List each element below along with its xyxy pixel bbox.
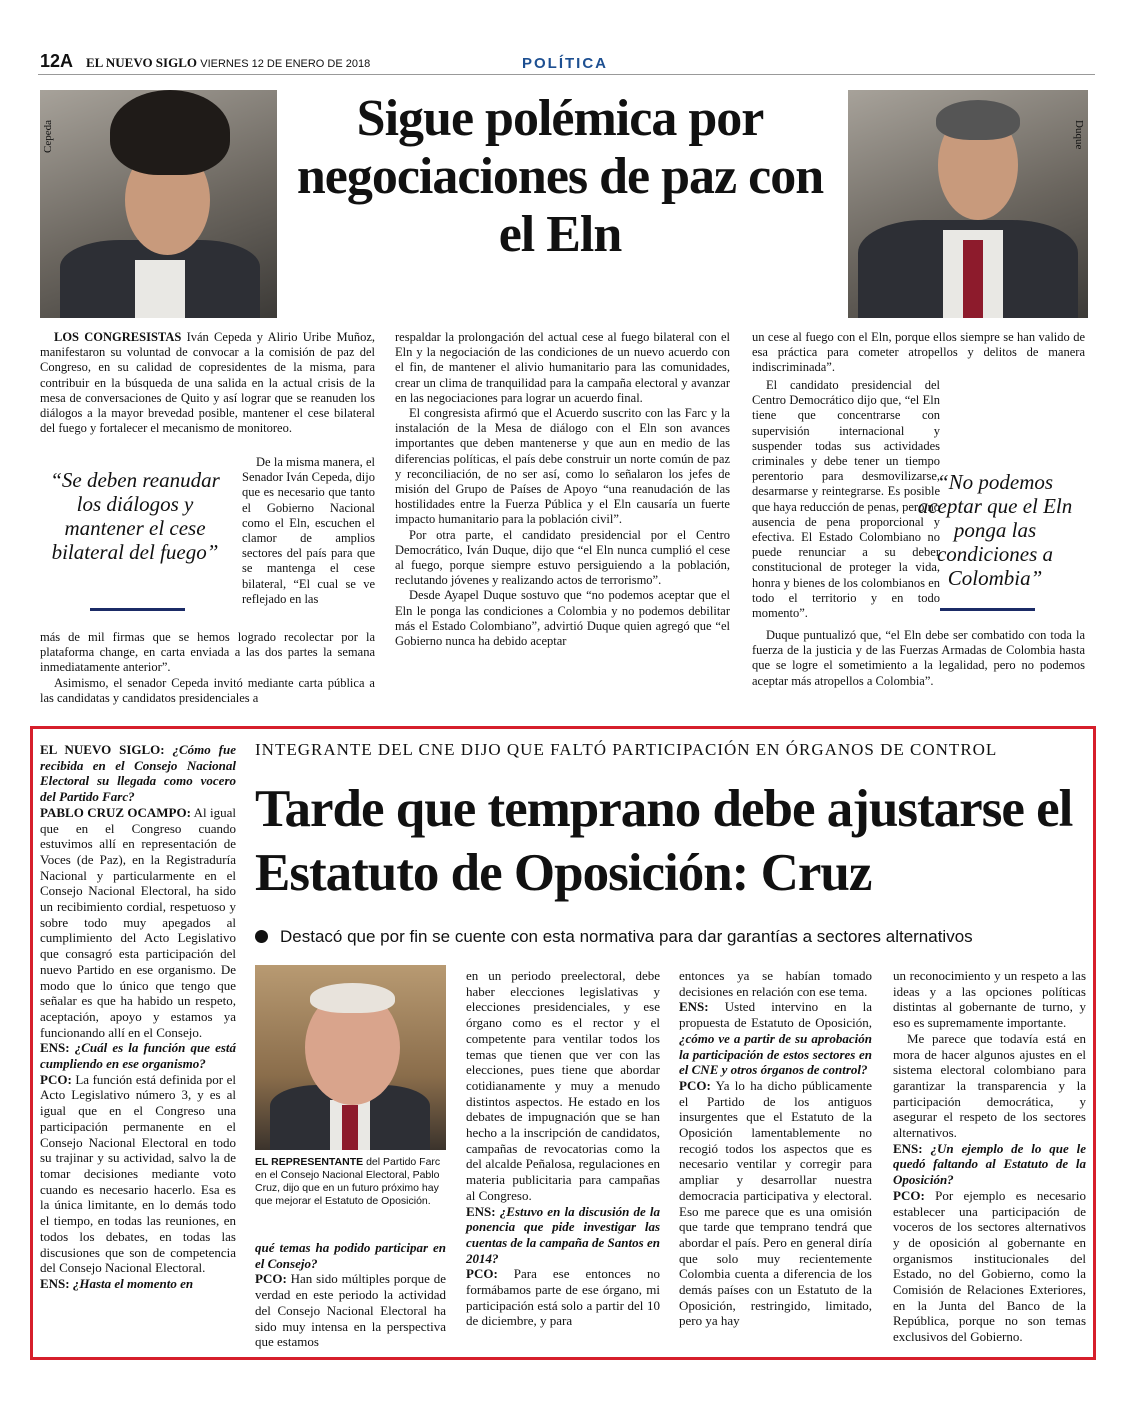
story1-col3-bottom: [752, 628, 1085, 689]
answer: Para ese entonces no formábamos parte de ese órgano, mi participación está solo a partir del 10 de diciembre, y para: [466, 1266, 660, 1329]
masthead-divider: [38, 74, 1095, 75]
story1-paragraph: El congresista afirmó que el Acuerdo suscrito con las Farc y la instalación de la Mesa de diálogo con el Eln son avances importantes que deben mantenerse y que aun en medio de las diferencias políticas, el país debe construir un norte común de paz y reconciliación, de no ser así, como lo señalaron los jefes de misión del Grupo de Países de Apoyo “una reanudación de las hostilidades entre la Fuerza Pública y el Eln causaría un fuerte impacto humanitario para la población civil”.: [395, 406, 730, 527]
interview-col3: [466, 968, 660, 1329]
story1-paragraph: Iván Cepeda y Alirio Uribe Muñoz, manifestaron su voluntad de convocar a la comisión de paz del Congreso, en su calidad de copresidentes de la misma, para contribuir en la búsqueda de una salida en la actual crisis de la mesa de conversaciones de Quito y así lograr que se reanuden los diálogos a la mayor brevedad posible, mantener el cese bilateral del fuego y fortalecer el mecanismo de monitoreo.: [40, 330, 376, 436]
question: ¿cómo ve a partir de su aprobación la participación de estos sectores en el CNE y otros órganos de control?: [679, 1030, 872, 1078]
story1-col2: [395, 330, 730, 649]
story1-col1-bottom: [40, 630, 375, 706]
headline-story2: Tarde que temprano debe ajustarse el Estatuto de Oposición: Cruz: [255, 780, 1073, 902]
speaker-label: PCO:: [679, 1077, 711, 1093]
story1-col1-mid: [242, 455, 375, 607]
story1-paragraph: más de mil firmas que se hemos logrado recolectar por la plataforma change, en carta enviada a las dos partes la semana inmediatamente anterior”.: [40, 630, 375, 675]
pull-quote-left: “Se deben reanudar los diálogos y mantener el cese bilateral del fuego”: [50, 468, 220, 564]
story1-paragraph: Desde Ayapel Duque sostuvo que “no podemos aceptar que el Eln le ponga las condiciones a Colombia y no podemos debilitar más el Estado Colombiano”, advirtió Duque quien agregó que “el Gobierno nunca ha debido aceptar: [395, 588, 730, 649]
question: ¿Cómo fue recibida en el Consejo Nacional Electoral su llegada como vocero del Partido Farc?: [40, 742, 236, 805]
kicker: INTEGRANTE DEL CNE DIJO QUE FALTÓ PARTICIPACIÓN EN ÓRGANOS DE CONTROL: [255, 740, 998, 759]
issue-date: VIERNES 12 DE ENERO DE 2018: [200, 58, 371, 70]
story1-paragraph: un cese al fuego con el Eln, porque ellos siempre se han valido de esa práctica para cometer atropellos y delitos de manera indiscriminada”.: [752, 330, 1085, 375]
answer: Me parece que todavía está en mora de hacer algunos ajustes en el sistema electoral colombiano para garantizar la transparencia y la participación democrática, y asegurar el respeto de los sectores alternativos.: [893, 1030, 1086, 1141]
cepeda-photo-caption: Cepeda: [42, 120, 54, 153]
bullet-icon: [255, 930, 268, 943]
speaker-label: ENS:: [40, 1040, 70, 1056]
speaker-label: PCO:: [466, 1266, 498, 1282]
cruz-photo: [255, 965, 446, 1150]
speaker-label: PCO:: [893, 1187, 925, 1203]
question: qué temas ha podido participar en el Consejo?: [255, 1240, 446, 1271]
speaker-label: ENS:: [40, 1275, 70, 1291]
paper-name: EL NUEVO SIGLO: [86, 55, 197, 70]
pull-quote-right: “No podemos aceptar que el Eln ponga las condiciones a Colombia”: [917, 470, 1073, 590]
question-intro: Usted intervino en la propuesta de Estatuto de Oposición,: [679, 999, 873, 1031]
speaker-label: PCO:: [40, 1071, 72, 1087]
answer: Han sido múltiples porque de verdad en este periodo la actividad del Consejo Nacional Electoral ha sido muy intensa en la perspectiva que estamos: [255, 1271, 446, 1350]
answer: un reconocimiento y un respeto a las ideas y a las opciones políticas distintas al gobernante de turno, y eso es supremamente importante.: [893, 968, 1086, 1031]
speaker-label: ENS:: [466, 1203, 496, 1219]
answer: en un periodo preelectoral, debe haber elecciones legislativas y elecciones presidenciales, y ese órgano como es el rector y el competente para ventilar todos los temas que tienen que ver con las elecciones, pues tiene que abordar cotidianamente y muy a menudo distintos aspectos. He estado en los debates de impugnación que se han hecho a la inscripción de candidatos, campañas de revocatorias como la del alcalde Peñalosa, regulaciones en materia publicitaria para campañas al Congreso.: [466, 968, 660, 1203]
question: ¿Hasta el momento en: [72, 1275, 194, 1291]
pull-quote-rule: [90, 608, 185, 611]
speaker-label: ENS:: [679, 999, 709, 1015]
masthead: [86, 55, 370, 71]
story1-paragraph: respaldar la prolongación del actual cese al fuego bilateral con el Eln y la negociación de las condiciones de un nuevo acuerdo con el fin, de mantener el alivio humanitario para las comunidades, crear un clima de tranquilidad para la campaña electoral y avanzar en las negociaciones para lograr un acuerdo final.: [395, 330, 730, 405]
lead-in: LOS CONGRESISTAS: [54, 330, 182, 344]
story1-paragraph: Por otra parte, el candidato presidencial por el Centro Democrático, Iván Duque, dijo que “el Eln nunca cumplió el cese al fuego, porque siempre estuvo persiguiendo a la población, reclutando jóvenes y realizando actos de terrorismo”.: [395, 527, 730, 588]
story1-paragraph: El candidato presidencial del Centro Democrático dijo que, “el Eln tiene que concentrarse con supervisión internacional y suspender todas sus actividades criminales y debe tener un tiempo perentorio para desmovilizarse, desarmarse y reintegrarse. Es posible que haya reducción de penas, pero no ausencia de pena proporcional y efectiva. El Estado Colombiano no puede renunciar a su deber constitucional de proteger la vida, honra y bienes de los colombianos en todo el territorio y en todo momento”.: [752, 378, 940, 621]
question: ¿Un ejemplo de lo que le quedó faltando al Estatuto de la Oposición?: [893, 1140, 1086, 1188]
interview-col1: [40, 742, 236, 1292]
section-label: POLÍTICA: [522, 55, 608, 72]
cepeda-photo: [40, 90, 277, 318]
page-number: 12A: [40, 51, 74, 71]
duque-photo: [848, 90, 1088, 318]
story1-col3-top: [752, 330, 1085, 376]
question: ¿Estuvo en la discusión de la ponencia que pide investigar las cuentas de la campaña de Santos en 2014?: [466, 1203, 660, 1266]
speaker-label: PABLO CRUZ OCAMPO:: [40, 804, 191, 820]
interview-col2: [255, 1240, 446, 1350]
interview-col4: [679, 968, 872, 1329]
speaker-label: PCO:: [255, 1271, 287, 1287]
answer: Por ejemplo es necesario establecer una participación de voceros de los sectores alternativos y de oposición al gobernante en organismos institucionales del Estado, no del Gobierno, como la Comisión de Relaciones Exteriores, en la Junta del Banco de la República, porque no son temas exclusivos del Gobierno.: [893, 1187, 1086, 1345]
story1-col1-top: [40, 330, 375, 436]
question: ¿Cuál es la función que está cumpliendo en ese organismo?: [40, 1040, 237, 1072]
subheadline: [255, 927, 973, 947]
story1-paragraph: De la misma manera, el Senador Iván Cepeda, dijo que es necesario que tanto el Gobierno Nacional como el Eln, escuchen el clamor de amplios sectores del país para que se mantenga el cese bilateral, “El cual se ve reflejado en las: [242, 455, 375, 606]
pull-quote-rule: [940, 608, 1035, 611]
subheadline-text: Destacó que por fin se cuente con esta normativa para dar garantías a sectores alternativos: [280, 927, 973, 946]
answer: La función está definida por el Acto Legislativo número 3, y es al igual que en el Congreso una participación permanente en el Consejo Nacional Electoral en todo su trajinar y su actividad, salvo la de tomar decisiones mediante voto cuando es necesario hacerlo. Esa es la única limitante, en lo demás todo el tiempo, en todas las reuniones, en todos los debates, en todas las discusiones que son de competencia del Consejo Nacional Electoral.: [40, 1071, 236, 1276]
speaker-label: EL NUEVO SIGLO:: [40, 742, 165, 757]
caption-text: del Partido Farc en el Consejo Nacional Electoral, Pablo Cruz, dijo que en un futuro próximo hay que mejorar el Estatuto de Oposición.: [255, 1156, 441, 1207]
speaker-label: ENS:: [893, 1140, 923, 1156]
duque-photo-caption: Duque: [1073, 120, 1085, 150]
story1-paragraph: Duque puntualizó que, “el Eln debe ser combatido con toda la fuerza de la justicia y de las Fuerzas Armadas de Colombia hasta que se logre el sometimiento a la legalidad, pero no podemos aceptar más atropellos a Colombia”.: [752, 628, 1085, 688]
answer: Ya lo ha dicho públicamente el Partido de los antiguos insurgentes que el Estatuto de la Oposición lamentablemente no recogió todos los aspectos que es necesario ventilar y corregir para ampliar y desarrollar nuestra democracia participativa y electoral. Eso me parece que es una omisión que tarde que temprano tendrá que abordar el país. Pero en general diría que solo muy recientemente Colombia cuenta a diferencia de los demás países con un Estatuto de la Oposición, restringido, limitado, pero ya hay: [679, 1077, 872, 1329]
photo-caption: [255, 1156, 446, 1208]
answer: entonces ya se habían tomado decisiones en relación con ese tema.: [679, 968, 872, 999]
interview-col5: [893, 968, 1086, 1345]
answer: Al igual que en el Congreso cuando estuvimos allí en representación de Voces (de Paz), en la Registraduría Nacional y particularmente en el Consejo Nacional Electoral, ha sido un recibimiento cordial, respetuoso y sobre todo muy apegados al cumplimiento del Acto Legislativo que consagró esta participación del nuevo Partido en ese organismo. De modo que lo único que tengo que señalar es que ha habido un respeto, aceptación, apoyo y estamos ya funcionando allí en el Consejo.: [40, 804, 236, 1040]
headline-story1: Sigue polémica por negociaciones de paz con el Eln: [296, 90, 824, 263]
story1-paragraph: Asimismo, el senador Cepeda invitó mediante carta pública a las candidatas y candidatos presidenciales a: [40, 675, 375, 705]
caption-lead: EL REPRESENTANTE: [255, 1156, 364, 1168]
